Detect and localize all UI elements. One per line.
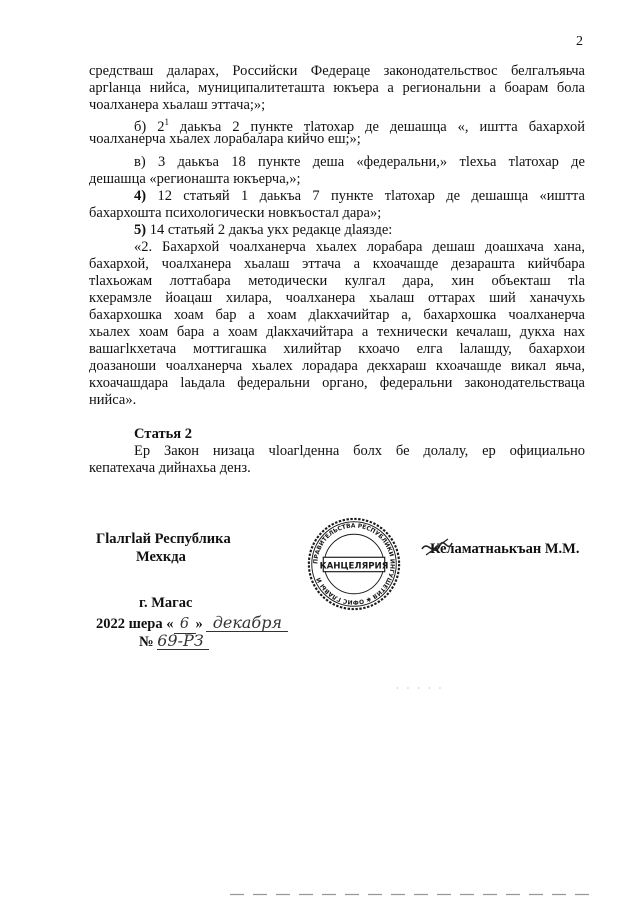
number-value: 69-РЗ — [157, 632, 209, 650]
body-line: кхоачашдара lаьдала федеральни органо, федеральни законодательстваца — [89, 375, 585, 391]
date-day: 6 — [174, 616, 196, 634]
list-item-4 — [134, 188, 585, 205]
article-line: Ер Закон низаца чlоагlденна болх бе долалу, ер официально — [134, 443, 585, 459]
handwritten-signature — [420, 535, 454, 561]
scan-edge-marks — [230, 893, 590, 896]
signing-place: г. Магас — [139, 595, 193, 611]
body-line: доазаноши чоалханерча хьалех лорадара декхараш кхоачашде викал яьча, — [89, 358, 585, 374]
body-line: вашагlкхетача моттигашка хилийтар кхоачо елга lалашду, бахархои — [89, 341, 585, 357]
body-line: аргlанца нийса, муниципалитеташта юкъера а региональни а боарам бола — [89, 80, 585, 96]
list-item-5-text: 5) 14 статьяй 2 дакъа укх редакце дlаязде: — [134, 222, 393, 238]
date-word: шера « — [128, 616, 174, 632]
article-heading: Статья 2 — [134, 426, 192, 442]
article-line: кепатехача дийнахьа денз. — [89, 460, 251, 476]
list-item-v: в) 3 даькъа 18 пункте деша «федеральни,» тlехьа тlатохар де — [134, 154, 585, 170]
date-close: » — [195, 616, 203, 632]
office-stamp — [306, 516, 402, 612]
body-line: средстваш даларах, Российски Федераце законодательствос белгалъяьча — [89, 63, 585, 79]
number-prefix: № — [139, 634, 154, 650]
body-line: нийса». — [89, 392, 137, 408]
body-line: «2. Бахархой чоалханерча хьалех лорабара дешаш доашхача хана, — [134, 239, 585, 255]
date-month: декабря — [206, 614, 288, 632]
body-line: кхерамзле йоацаш хилара, чоалханера хьалаш оттарах ший ханачухь — [89, 290, 585, 306]
date-year: 2022 — [96, 616, 125, 632]
body-line: бахархой, чоалханера хьалаш эттача а кхоачашде дезараштa кийчбара — [89, 256, 585, 272]
body-line: хьалех хоам бара а хоам дlакхачийтара а технически кечалаш, дукха нах — [89, 324, 585, 340]
law-number — [139, 632, 209, 651]
stamp-ring-text: ПРАВИТЕЛЬСТВА РЕСПУБЛИКИ ИНГУШЕТИЯ ✱ ОФИС ГЛАВЫ И — [312, 522, 396, 606]
signatory-name: Келаматнаькъан М.М. — [430, 541, 580, 557]
signatory-title-line1: Гlалгlай Республикa — [96, 531, 231, 547]
list-item-5 — [134, 222, 392, 239]
scan-specks: · · · · · — [396, 684, 445, 693]
list-item-b-text: б) $2^1$ даькъа 2 пункте тlатохар де дешашца «, иштта бахархой — [134, 117, 585, 135]
page-number: 2 — [576, 34, 583, 49]
body-line: тlахьожам лоттабара методически кулгал дара, хин объекташ тlа — [89, 273, 585, 289]
signatory-title-line2: Мехкда — [136, 549, 186, 565]
body-line: бахархошта психологически новкъостал дара»; — [89, 205, 382, 221]
body-line: чоалханерча хьалех лорабалара кийчо еш;»; — [89, 131, 361, 147]
list-item-4-text: 4) 12 статьяй 1 даькъа 7 пункте тlатохар де дешашца «иштта — [134, 188, 585, 204]
stamp-center-text: КАНЦЕЛЯРИЯ — [319, 561, 389, 572]
body-line: бахархошка хоам бар а хоам дlакхачийтар а, бахархошка чоалханерча — [89, 307, 585, 323]
body-line: дешашца «регионашта юкъерча,»; — [89, 171, 301, 187]
body-line: чоалханера хьалаш эттача;»; — [89, 97, 266, 113]
